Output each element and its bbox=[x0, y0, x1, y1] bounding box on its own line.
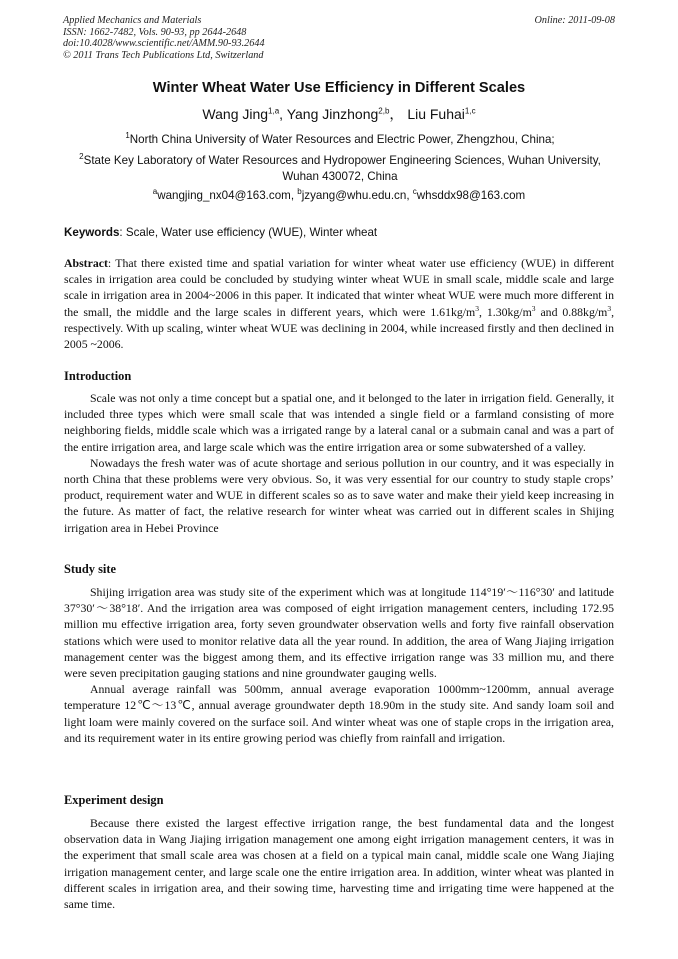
keywords-line bbox=[64, 226, 377, 239]
affiliation-1 bbox=[70, 132, 610, 148]
author-superscript: 2,b bbox=[378, 106, 390, 116]
author-name: Yang Jinzhong bbox=[286, 106, 379, 122]
author-name: Wang Jing bbox=[202, 106, 269, 122]
experiment-design-body bbox=[64, 815, 614, 912]
abstract-label: Abstract bbox=[64, 256, 108, 270]
body-paragraph: Shijing irrigation area was study site of the experiment which was at longitude 114°19′～116°30′ and latitude 37°30′～38°18′. And the irrigation area was composed of eight irrigation management centers, including 172.95 million mu effective irrigation area, forty seven groundwater observation wells and forty five rainfall observation stations which were used to monitor relative data all the year round. In addition, the area of Wang Jiajing irrigation management center was the biggest among them, and its effective irrigation range was 33 million mu, and there were seven precipitation gauging stations and nine groundwater gauging wells. bbox=[64, 585, 614, 681]
email-superscript: c bbox=[412, 187, 417, 197]
body-paragraph: Annual average rainfall was 500mm, annual average evaporation 1000mm~1200mm, annual average temperature 12℃～13℃, annual average groundwater depth 18.90m in the study site. And sandy loam soil and light loam were mainly covered on the surface soil. And winter wheat was one of staple crops in the irrigation area, and its requirement water in its entire growing period was chiefly from rainfall and irrigation. bbox=[64, 682, 614, 745]
affiliation-2 bbox=[70, 153, 610, 185]
body-paragraph: Nowadays the fresh water was of acute shortage and serious pollution in our country, and it was especially in north China that these problems were very obvious. So, it was very essential for our country to study staple crops’ product, requirement water and WUE in different scales so as to save water and make their yield keep increasing in the future. As matter of fact, the relative research for winter wheat was carried out in different scales in Shijing irrigation area in Hebei Province bbox=[64, 455, 614, 535]
section-heading-study-site: Study site bbox=[64, 562, 116, 576]
author-superscript: 1,c bbox=[464, 106, 476, 116]
author-superscript: 1,a bbox=[268, 106, 280, 116]
section-heading-introduction: Introduction bbox=[64, 369, 132, 383]
email-superscript: a bbox=[152, 187, 158, 197]
abstract-text: , 1.30kg/m bbox=[478, 304, 532, 319]
introduction-body bbox=[64, 390, 614, 536]
abstract-text: : That there existed time and spatial variation for winter wheat water use efficiency (WUE) in different scales in irrigation area could be concluded by studying winter wheat WUE in small scale, middle scale and large scale in irrigation area in 2004~2006 in this paper. It indicated that winter wheat WUE were much more different in the small, the middle and the large scales in different years, which were 1.61kg/m bbox=[64, 256, 614, 319]
keywords-label: Keywords bbox=[64, 226, 120, 239]
online-date: Online: 2011-09-08 bbox=[534, 15, 615, 26]
abstract-paragraph bbox=[64, 255, 614, 352]
author-list bbox=[0, 104, 678, 124]
email-address: whsddx98@163.com bbox=[416, 189, 526, 202]
section-heading-experiment-design: Experiment design bbox=[64, 793, 164, 807]
copyright-line: © 2011 Trans Tech Publications Ltd, Switzerland bbox=[63, 49, 264, 61]
author-separator: , bbox=[279, 106, 287, 122]
abstract-text: , respectively. With up scaling, winter wheat WUE was declining in 2004, while increased firstly and then declined in 2005 ~2006. bbox=[64, 304, 615, 352]
abstract-text: and 0.88kg/m bbox=[535, 304, 608, 319]
email-list: $^a$wangjing_nx04@163.com, $^b$jzyang@whu.edu.cn, $^c$whsddx98@163.com bbox=[152, 187, 526, 202]
journal-name: Applied Mechanics and Materials bbox=[63, 15, 202, 26]
unit-superscript: 3 bbox=[475, 303, 479, 313]
author-separator: ， bbox=[389, 106, 404, 122]
affiliation-text: North China University of Water Resources and Electric Power, Zhengzhou, China; bbox=[129, 133, 555, 146]
unit-superscript: 3 bbox=[531, 303, 536, 313]
doi-line: doi:10.4028/www.scientific.net/AMM.90-93.2644 bbox=[63, 38, 265, 50]
journal-header bbox=[63, 15, 615, 61]
study-site-body bbox=[64, 584, 614, 746]
email-address: jzyang@whu.edu.cn bbox=[301, 189, 407, 202]
abstract-block bbox=[64, 255, 614, 352]
keywords-text: : Scale, Water use efficiency (WUE), Winter wheat bbox=[119, 226, 378, 239]
affiliation-text: State Key Laboratory of Water Resources and Hydropower Engineering Sciences, Wuhan University, Wuhan 430072, China bbox=[83, 154, 601, 183]
paper-title: Winter Wheat Water Use Efficiency in Different Scales bbox=[152, 80, 526, 96]
affiliation-superscript: 2 bbox=[79, 152, 84, 162]
affiliation-superscript: 1 bbox=[125, 131, 130, 141]
body-paragraph: Because there existed the largest effective irrigation range, the best fundamental data and the longest observation data in Wang Jiajing irrigation management one among eight irrigation management centers, it was in the experiment that small scale area was chosen at a field on a typical main canal, middle scale one Wang Jiajing irrigation management center, and large scale one the entire irrigation area. In addition, winter wheat was planted in different scales in irrigation area, and their sowing time, harvesting time and irrigating time were happened at the same time. bbox=[64, 816, 614, 912]
issn-line: ISSN: 1662-7482, Vols. 90-93, pp 2644-2648 bbox=[63, 26, 247, 38]
body-paragraph: Scale was not only a time concept but a spatial one, and it belonged to the later in irrigation field. Generally, it included three types which were small scale that was intended a single field or a farmland consisting of more neighboring fields, middle scale which was a irrigated range by a lateral canal or a submain canal and was a part of the entire irrigation area, and large scale which was the entire irrigation area or some subwatershed of a valley. bbox=[64, 391, 614, 454]
email-superscript: b bbox=[297, 187, 302, 197]
email-address: wangjing_nx04@163.com bbox=[157, 189, 291, 202]
unit-superscript: 3 bbox=[607, 303, 612, 313]
author-name: Liu Fuhai bbox=[407, 106, 465, 122]
